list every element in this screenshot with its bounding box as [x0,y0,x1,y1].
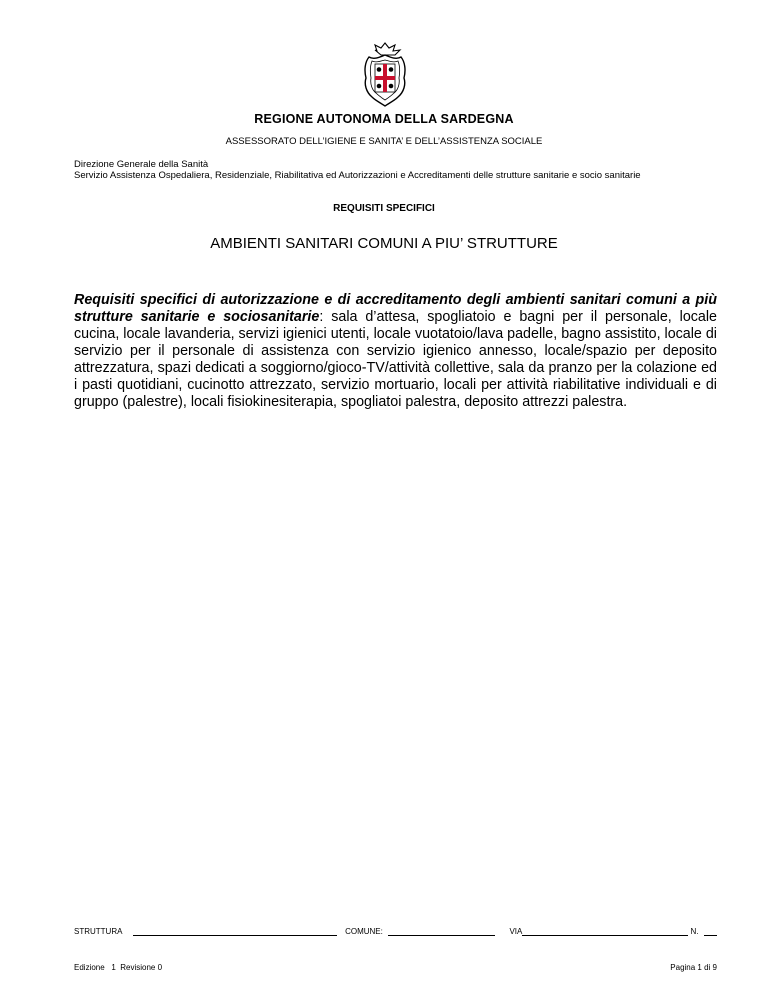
struttura-field[interactable] [133,927,337,936]
numero-field[interactable] [704,927,717,936]
comune-label: COMUNE: [345,927,383,936]
intro-rest: : sala d’attesa, spogliatoio e bagni per il personale, locale cucina, locale lavanderia, servizi igienici utenti, locale vuotatoio/lava padelle, bagno assistito, locale di servizio per il personale di assistenza con servizio igienico annesso, locale/spazio per deposito attrezzatura, spazi dedicati a soggiorno/gioco-TV/attività collettive, sala da pranzo per la colazione ed i pasti quotidiani, cucinotto attrezzato, servizio mortuario, locali per attività riabilitative individuali e di gruppo (palestre), locali fisiokinesiterapia, spogliatoi palestra, deposito attrezzi palestra. [74,309,718,410]
direzione-line: Direzione Generale della Sanità [74,159,209,170]
numero-label: N. [690,927,699,936]
comune-field[interactable] [388,927,496,936]
region-name: REGIONE AUTONOMA DELLA SARDEGNA [254,112,514,126]
servizio-line: Servizio Assistenza Ospedaliera, Residenziale, Riabilitativa ed Autorizzazioni e Accreditamenti delle strutture sanitarie e socio sanitarie [74,170,641,181]
section-title: REQUISITI SPECIFICI [333,203,435,214]
via-field[interactable] [522,927,687,936]
struttura-label: STRUTTURA [74,927,123,936]
via-label: VIA [509,927,523,936]
assessorato-heading: ASSESSORATO DELL’IGIENE E SANITA’ E DELL’ASSISTENZA SOCIALE [225,136,543,147]
page-number: Pagina 1 di 9 [670,963,717,972]
document-title: AMBIENTI SANITARI COMUNI A PIU’ STRUTTURE [210,235,558,252]
intro-bold-lead: Requisiti specifici di autorizzazione e di accreditamento degli ambienti sanitari comuni a più strutture sanitarie e sociosanitarie [74,292,717,325]
footer-fields [74,927,717,936]
edition-info: Edizione 1 Revisione 0 [74,963,163,972]
intro-paragraph [74,292,717,411]
sardinia-coat-of-arms-icon [360,40,410,108]
